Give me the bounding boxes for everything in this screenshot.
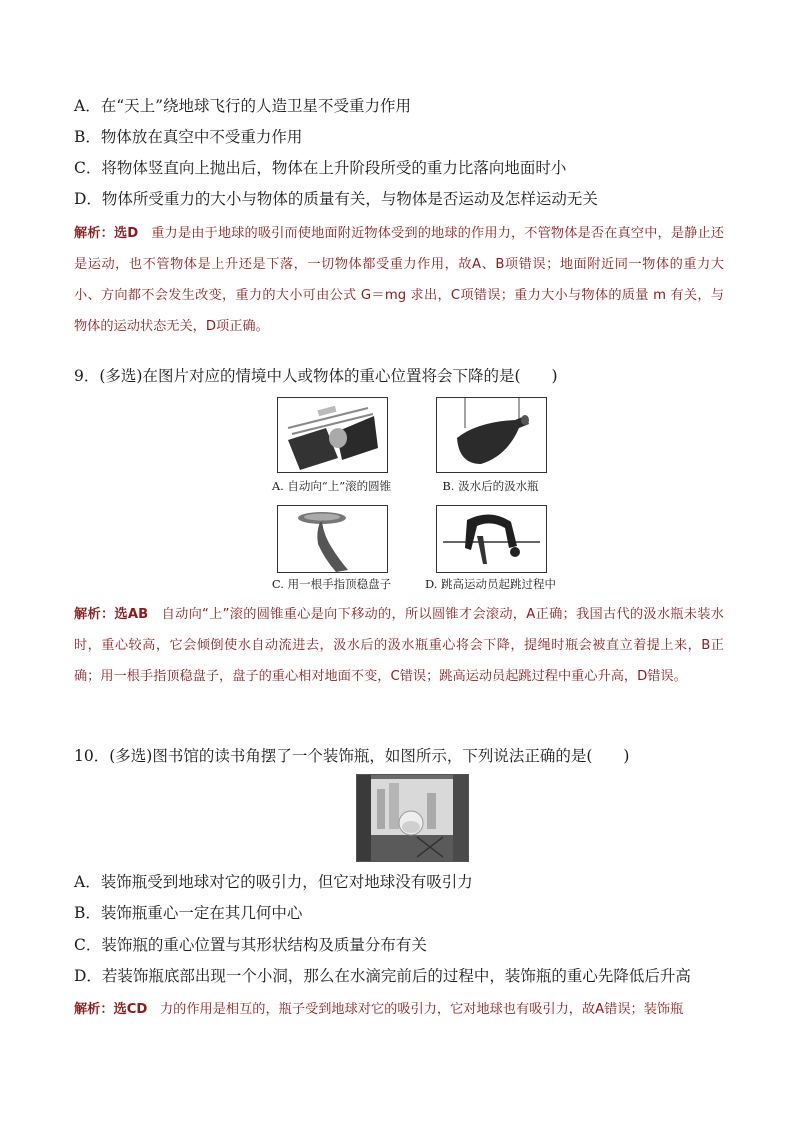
- q10-analysis-lead: 解析：选CD: [74, 1002, 148, 1017]
- q8-option-b: B．物体放在真空中不受重力作用: [74, 128, 303, 146]
- figure-high-jump: [436, 505, 547, 573]
- q10-analysis-text: 力的作用是相互的，瓶子受到地球对它的吸引力，它对地球也有吸引力，故A错误；装饰瓶: [159, 1002, 684, 1017]
- q9-analysis-text: 自动向“上”滚的圆锥重心是向下移动的，所以圆锥才会滚动，A正确；我国古代的汲水瓶未装水时，重心较高，它会倾倒使水自动流进去，汲水后的汲水瓶重心将会下降，提绳时瓶会被直立着提上来，B正确；用一根手指顶稳盘子，盘子的重心相对地面不变，C错误；跳高运动员起跳过程中重心升高，D错误。: [74, 607, 724, 684]
- q8-analysis-text: 重力是由于地球的吸引而使地面附近物体受到的地球的作用力，不管物体是否在真空中，是静止还是运动，也不管物体是上升还是下落，一切物体都受重力作用，故A、B项错误；地面附近同一物体的重力大小、方向都不会发生改变，重力的大小可由公式 G＝mg 求出，C项错误；重力大小与物体的质量 m 有关，与物体的运动状态无关，D项正确。: [74, 226, 724, 334]
- caption-d: D. 跳高运动员起跳过程中: [424, 577, 557, 591]
- q10-option-c: C．装饰瓶的重心位置与其形状结构及质量分布有关: [74, 936, 427, 954]
- vase-photo: [357, 775, 468, 861]
- q8-option-a: A．在“天上”绕地球飞行的人造卫星不受重力作用: [74, 97, 412, 115]
- q10-analysis: [74, 994, 724, 1026]
- figure-bottle: [436, 397, 547, 473]
- q10-option-d: D．若装饰瓶底部出现一个小洞，那么在水滴完前后的过程中，装饰瓶的重心先降低后升高: [74, 967, 691, 985]
- caption-b: B. 汲水后的汲水瓶: [442, 479, 539, 493]
- figure-plate: [277, 505, 388, 573]
- figure-cone: [277, 397, 388, 473]
- caption-c: C. 用一根手指顶稳盘子: [271, 577, 392, 591]
- q8-analysis-lead: 解析：选D: [74, 226, 139, 241]
- cone-illustration: [278, 398, 387, 472]
- q10-option-b: B．装饰瓶重心一定在其几何中心: [74, 904, 303, 922]
- q9-stem: 9．(多选)在图片对应的情境中人或物体的重心位置将会下降的是( ): [74, 367, 558, 385]
- q10-option-a: A．装饰瓶受到地球对它的吸引力，但它对地球没有吸引力: [74, 873, 473, 891]
- high-jump-illustration: [437, 506, 546, 572]
- caption-a: A. 自动向“上”滚的圆锥: [271, 479, 392, 493]
- figure-vase: [356, 774, 469, 862]
- q9-analysis-lead: 解析：选AB: [74, 607, 149, 622]
- bottle-illustration: [437, 398, 546, 472]
- q9-analysis: [74, 599, 724, 727]
- q8-option-d: D．物体所受重力的大小与物体的质量有关，与物体是否运动及怎样运动无关: [74, 190, 598, 208]
- plate-illustration: [278, 506, 387, 572]
- q8-analysis: [74, 218, 724, 346]
- q10-stem: 10．(多选)图书馆的读书角摆了一个装饰瓶，如图所示，下列说法正确的是( ): [74, 747, 630, 765]
- q8-option-c: C．将物体竖直向上抛出后，物体在上升阶段所受的重力比落向地面时小: [74, 159, 567, 177]
